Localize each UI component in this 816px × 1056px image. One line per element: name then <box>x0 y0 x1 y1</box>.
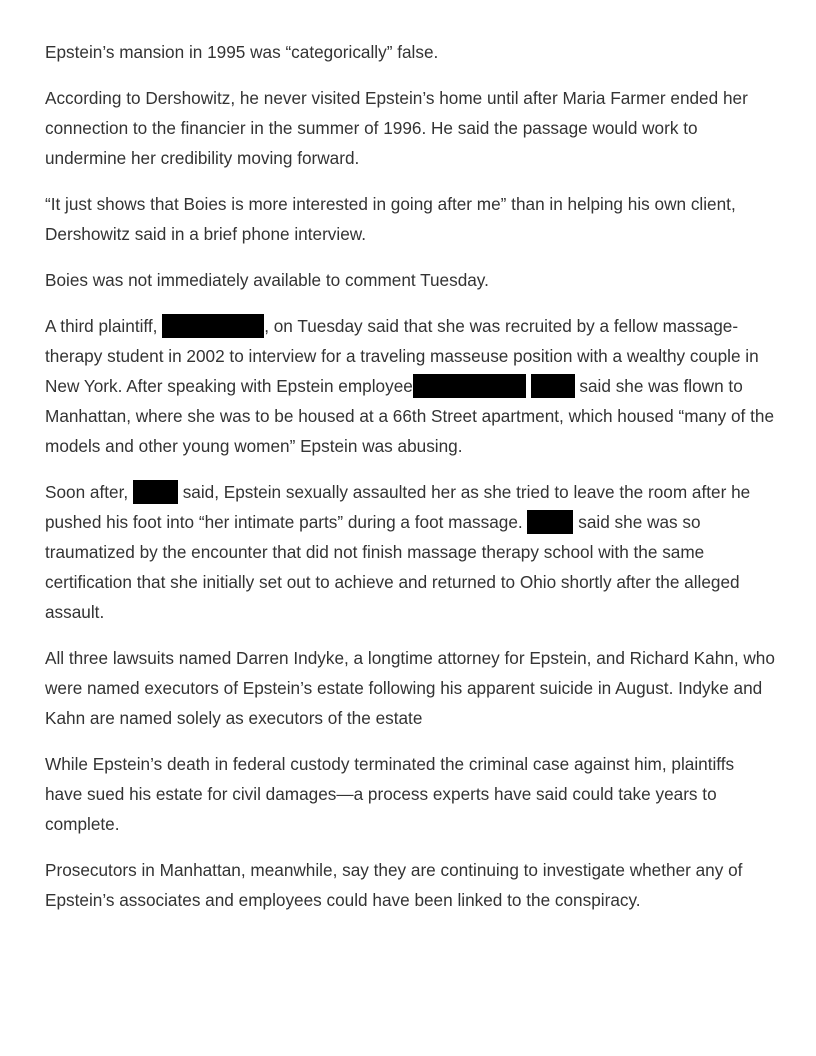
paragraph <box>45 855 775 915</box>
paragraph-text: All three lawsuits named Darren Indyke, a longtime attorney for Epstein, and Richard Kahn, who were named executors of Epstein’s estate following his apparent suicide in August. Indyke and Kahn are named solely as executors of the estate <box>45 648 775 728</box>
paragraph-text: Soon after, <box>45 482 133 502</box>
paragraph-text: said she was flown to Manhattan, where she was to be housed at a 66th Street apartment, which housed “many of the models and other young women” Epstein was abusing. <box>45 376 775 456</box>
redaction-bar <box>527 510 573 534</box>
paragraph <box>45 189 775 249</box>
paragraph-text: said, Epstein sexually assaulted her as she tried to leave the room after he pushed his foot into “her intimate parts” during a foot massage. <box>45 482 751 532</box>
paragraph-text: While Epstein’s death in federal custody terminated the criminal case against him, plaintiffs have sued his estate for civil damages—a process experts have said could take years to complete. <box>45 754 735 834</box>
paragraph-text: said she was so traumatized by the encounter that did not finish massage therapy school with the same certification that she initially set out to achieve and returned to Ohio shortly after the alleged assault. <box>45 512 740 622</box>
paragraph <box>45 83 775 173</box>
paragraph <box>45 643 775 733</box>
paragraph-text: Prosecutors in Manhattan, meanwhile, say they are continuing to investigate whether any of Epstein’s associates and employees could have been linked to the conspiracy. <box>45 860 743 910</box>
paragraph <box>45 477 775 627</box>
redaction-bar <box>133 480 178 504</box>
paragraph-text: Epstein’s mansion in 1995 was “categorically” false. <box>45 42 439 62</box>
redaction-bar <box>162 314 264 338</box>
paragraph-text: According to Dershowitz, he never visited Epstein’s home until after Maria Farmer ended her connection to the financier in the summer of 1996. He said the passage would work to undermine her credibility moving forward. <box>45 88 748 168</box>
paragraph-text: Boies was not immediately available to comment Tuesday. <box>45 270 489 290</box>
redaction-bar <box>531 374 575 398</box>
paragraph <box>45 37 775 67</box>
redaction-bar <box>413 374 526 398</box>
document-page <box>45 37 775 931</box>
paragraph <box>45 311 775 461</box>
paragraph <box>45 265 775 295</box>
paragraph-text: A third plaintiff, <box>45 316 163 336</box>
paragraph-text: , on Tuesday said that she was recruited by a fellow massage-therapy student in 2002 to interview for a traveling masseuse position with a wealthy couple in New York. After speaking with Epstein employee <box>45 316 759 396</box>
paragraph <box>45 749 775 839</box>
paragraph-text: “It just shows that Boies is more interested in going after me” than in helping his own client, Dershowitz said in a brief phone interview. <box>45 194 736 244</box>
